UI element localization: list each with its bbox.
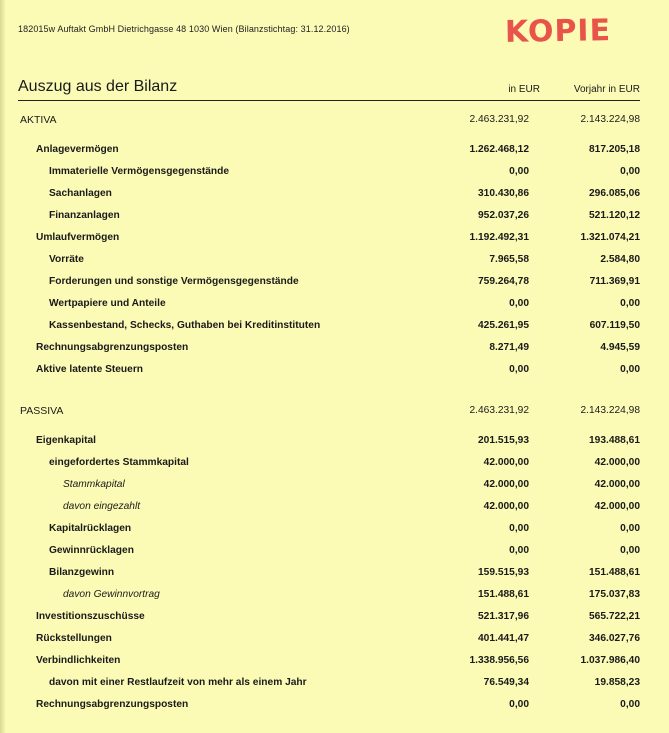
- table-row: [18, 360, 640, 382]
- row-label: Anlagevermögen: [36, 144, 119, 155]
- table-row: [18, 162, 640, 184]
- row-value-current: 401.441,47: [478, 633, 529, 644]
- table-row: [18, 651, 640, 673]
- table-title: Auszug aus der Bilanz: [18, 78, 178, 95]
- row-value-current: 42.000,00: [483, 479, 529, 490]
- row-value-previous: 0,00: [620, 166, 640, 177]
- row-label: Gewinnrücklagen: [49, 545, 134, 556]
- row-value-previous: 0,00: [620, 523, 640, 534]
- row-value-current: 0,00: [509, 298, 529, 309]
- table-row: [18, 607, 640, 629]
- row-label: Investitionszuschüsse: [36, 611, 145, 622]
- row-label: Verbindlichkeiten: [36, 655, 121, 666]
- row-value-previous: 1.037.986,40: [580, 655, 640, 666]
- row-value-previous: 2.584,80: [600, 254, 640, 265]
- row-value-previous: 42.000,00: [594, 457, 640, 468]
- row-value-current: 8.271,49: [489, 342, 529, 353]
- row-value-previous: 151.488,61: [589, 567, 640, 578]
- row-label: Vorräte: [49, 254, 84, 265]
- row-value-previous: 42.000,00: [594, 501, 640, 512]
- column-header-current: in EUR: [508, 84, 540, 95]
- row-value-current: 952.037,26: [478, 210, 529, 221]
- row-value-current: 0,00: [509, 523, 529, 534]
- table-row: [18, 338, 640, 360]
- row-value-current: 42.000,00: [483, 457, 529, 468]
- row-label: Kapitalrücklagen: [49, 523, 132, 534]
- row-label: Immaterielle Vermögensgegenstände: [49, 166, 230, 177]
- row-value-previous: 521.120,12: [589, 210, 640, 221]
- table-row: [18, 497, 640, 519]
- table-row: [18, 629, 640, 651]
- row-value-previous: 817.205,18: [589, 144, 640, 155]
- row-value-current: 42.000,00: [483, 501, 529, 512]
- row-value-current: 0,00: [509, 545, 529, 556]
- kopie-stamp: KOPIE: [504, 13, 612, 50]
- row-value-current: 521.317,96: [478, 611, 529, 622]
- row-value-previous: 0,00: [620, 298, 640, 309]
- table-row: [18, 110, 640, 132]
- company-header: 182015w Auftakt GmbH Dietrichgasse 48 1030 Wien (Bilanzstichtag: 31.12.2016): [18, 24, 350, 34]
- table-row: [18, 563, 640, 585]
- row-label: Aktive latente Steuern: [36, 364, 144, 375]
- row-label: Bilanzgewinn: [49, 567, 115, 578]
- row-label: davon eingezahlt: [63, 501, 141, 512]
- table-row: [18, 673, 640, 695]
- table-row: [18, 206, 640, 228]
- row-value-current: 2.463.231,92: [469, 114, 529, 125]
- row-value-current: 7.965,58: [489, 254, 529, 265]
- table-row: [18, 519, 640, 541]
- row-value-current: 1.262.468,12: [469, 144, 529, 155]
- row-label: eingefordertes Stammkapital: [49, 457, 189, 468]
- row-value-current: 76.549,34: [483, 677, 529, 688]
- row-label: Kassenbestand, Schecks, Guthaben bei Kreditinstituten: [49, 320, 321, 331]
- row-value-previous: 19.858,23: [594, 677, 640, 688]
- table-row: [18, 541, 640, 563]
- row-label: Rechnungsabgrenzungsposten: [36, 699, 189, 710]
- row-label: Rechnungsabgrenzungsposten: [36, 342, 189, 353]
- row-label: Finanzanlagen: [49, 210, 120, 221]
- row-value-previous: 42.000,00: [594, 479, 640, 490]
- row-label: PASSIVA: [20, 405, 64, 417]
- row-value-previous: 2.143.224,98: [580, 114, 640, 125]
- table-row: [18, 401, 640, 423]
- row-value-previous: 711.369,91: [589, 276, 640, 287]
- row-label: Umlaufvermögen: [36, 232, 120, 243]
- row-value-current: 1.338.956,56: [469, 655, 529, 666]
- row-value-previous: 2.143.224,98: [580, 405, 640, 416]
- row-value-current: 0,00: [509, 166, 529, 177]
- balance-table: [18, 110, 640, 717]
- table-row: [18, 272, 640, 294]
- table-row: [18, 316, 640, 338]
- column-header-previous: Vorjahr in EUR: [573, 84, 640, 95]
- row-value-previous: 0,00: [620, 545, 640, 556]
- row-label: AKTIVA: [20, 114, 57, 126]
- row-value-current: 2.463.231,92: [469, 405, 529, 416]
- row-label: Wertpapiere und Anteile: [49, 298, 166, 309]
- row-value-previous: 193.488,61: [589, 435, 640, 446]
- row-value-previous: 1.321.074,21: [580, 232, 640, 243]
- row-value-previous: 296.085,06: [589, 188, 640, 199]
- row-label: davon Gewinnvortrag: [63, 589, 160, 600]
- table-row: [18, 695, 640, 717]
- page-edge-shadow: [0, 0, 6, 733]
- row-value-current: 759.264,78: [478, 276, 529, 287]
- table-row: [18, 475, 640, 497]
- row-value-previous: 565.722,21: [589, 611, 640, 622]
- table-row: [18, 585, 640, 607]
- table-row: [18, 184, 640, 206]
- row-label: Stammkapital: [63, 479, 125, 490]
- row-value-current: 0,00: [509, 364, 529, 375]
- table-row: [18, 250, 640, 272]
- row-value-previous: 4.945,59: [600, 342, 640, 353]
- table-title-row: [18, 78, 640, 101]
- row-value-current: 159.515,93: [478, 567, 529, 578]
- row-label: davon mit einer Restlaufzeit von mehr als einem Jahr: [49, 677, 307, 688]
- row-label: Sachanlagen: [49, 188, 112, 199]
- row-value-previous: 175.037,83: [589, 589, 640, 600]
- table-row: [18, 294, 640, 316]
- table-row: [18, 431, 640, 453]
- row-label: Forderungen und sonstige Vermögensgegenstände: [49, 276, 299, 287]
- row-label: Eigenkapital: [36, 435, 97, 446]
- row-value-current: 310.430,86: [478, 188, 529, 199]
- row-value-current: 151.488,61: [478, 589, 529, 600]
- row-value-previous: 0,00: [620, 699, 640, 710]
- row-value-previous: 607.119,50: [589, 320, 640, 331]
- row-value-current: 425.261,95: [478, 320, 529, 331]
- row-value-previous: 346.027,76: [589, 633, 640, 644]
- row-value-previous: 0,00: [620, 364, 640, 375]
- row-value-current: 1.192.492,31: [469, 232, 529, 243]
- table-row: [18, 453, 640, 475]
- table-row: [18, 228, 640, 250]
- row-value-current: 0,00: [509, 699, 529, 710]
- table-row: [18, 140, 640, 162]
- row-label: Rückstellungen: [36, 633, 112, 644]
- row-value-current: 201.515,93: [478, 435, 529, 446]
